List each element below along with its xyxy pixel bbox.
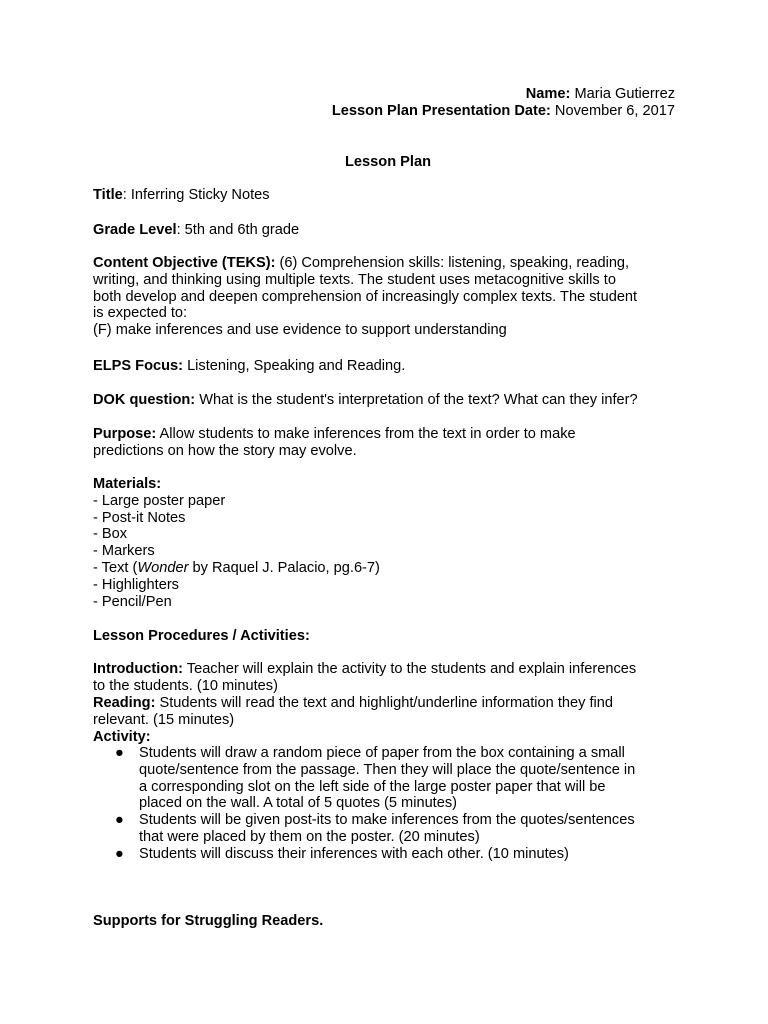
bullet-icon: ● xyxy=(115,846,124,862)
list-item: - Post-it Notes xyxy=(93,509,186,526)
grade-line xyxy=(93,222,683,239)
dok-line xyxy=(93,392,683,409)
procedures-heading: Lesson Procedures / Activities: xyxy=(93,628,310,644)
materials-label: Materials: xyxy=(93,476,162,492)
materials xyxy=(93,476,683,610)
purpose: Purpose: Allow students to make inferences from the text in order to make predictions on how the story may evolve. xyxy=(93,426,576,459)
list-item: - Large poster paper xyxy=(93,492,226,509)
date-line xyxy=(332,103,675,120)
list-item: - Box xyxy=(93,526,128,543)
content-objective: Content Objective (TEKS): (6) Comprehension skills: listening, speaking, reading, writing, and thinking using multiple texts. The student uses metacognitive skills to both develop and deepen comprehension of increasingly complex texts. The student is expected to: (F) make inferences and use evidence to support understanding xyxy=(93,255,638,339)
elps-label: ELPS Focus: xyxy=(93,358,184,374)
list-item: - Markers xyxy=(93,543,155,560)
purpose-label: Purpose: xyxy=(93,426,157,442)
grade-label: Grade Level xyxy=(93,222,177,238)
reading: Reading: Students will read the text and highlight/underline information they find relevant. (15 minutes) xyxy=(93,695,613,728)
name-line xyxy=(526,86,675,103)
elps-value: Listening, Speaking and Reading. xyxy=(183,358,406,374)
document-page: Name: Maria Gutierrez Lesson Plan Presentation Date: November 6, 2017 Lesson Plan Title: Inferring Sticky Notes Grade Level: 5th and 6th grade Content Objective (TEKS): (6) Comprehension skills: listening, speaking, reading, writing, and thinking using multiple texts. The student uses metacognitive skills to both develop and deepen comprehension of increasingly complex texts. The student is expected to: (F) make inferences and use evidence to support understanding ELPS Focus: Listening, Speaking and Reading. DOK question: What is the student's interpretation of the text? What can they infer? Purpose: Allow students to make inferences from the text in order to make predictions on how the story may evolve. Materials: - Large poster paper - Post-it Notes - Box - Markers - Text (Wonder by Raquel J. Palacio, pg.6-7) - Highlighters - Pencil/Pen Lesson Procedures / Activities: Introduction: Teacher will explain the activity to the students and explain inferences to the students. (10 minutes) Reading: Students will read the text and highlight/underline information they find relevant. (15 minutes) Activity: ● Students will draw a random piece of paper from the box containing a small quote/sentence from the passage. Then they will place the quote/sentence in a corresponding slot on the left side of the large poster paper that will be placed on the wall. A total of 5 quotes (5 minutes) ● Students will be given post-its to make inferences from the quotes/sentences that were placed by them on the poster. (20 minutes) ● Students will discuss their inferences with each other. (10 minutes) Supports for Struggling Readers. xyxy=(93,0,683,1024)
grade-value: : 5th and 6th grade xyxy=(176,222,300,238)
doc-title: Lesson Plan xyxy=(345,154,431,170)
date-label: Lesson Plan Presentation Date: xyxy=(331,103,551,119)
title-value: : Inferring Sticky Notes xyxy=(122,187,270,203)
list-item: - Text (Wonder by Raquel J. Palacio, pg.6-7) xyxy=(93,559,380,576)
introduction-label: Introduction: xyxy=(93,661,183,677)
dok-label: DOK question: xyxy=(93,392,196,408)
reading-label: Reading: xyxy=(93,695,156,711)
title-line xyxy=(93,187,683,204)
activity-label: Activity: xyxy=(93,729,151,745)
supports-heading: Supports for Struggling Readers. xyxy=(93,913,324,929)
list-item: - Highlighters xyxy=(93,576,179,593)
elps-line xyxy=(93,358,683,375)
title-label: Title xyxy=(93,187,123,203)
dok-value: What is the student's interpretation of the text? What can they infer? xyxy=(195,392,638,408)
list-item: - Pencil/Pen xyxy=(93,593,172,610)
name-label: Name: xyxy=(525,86,571,102)
date-value: November 6, 2017 xyxy=(554,103,675,119)
bullet-icon: ● xyxy=(115,745,124,761)
introduction: Introduction: Teacher will explain the activity to the students and explain inferences to the students. (10 minutes) xyxy=(93,661,637,694)
bullet-icon: ● xyxy=(115,812,124,828)
name-value: Maria Gutierrez xyxy=(574,86,675,102)
content-objective-label: Content Objective (TEKS): xyxy=(93,255,276,271)
